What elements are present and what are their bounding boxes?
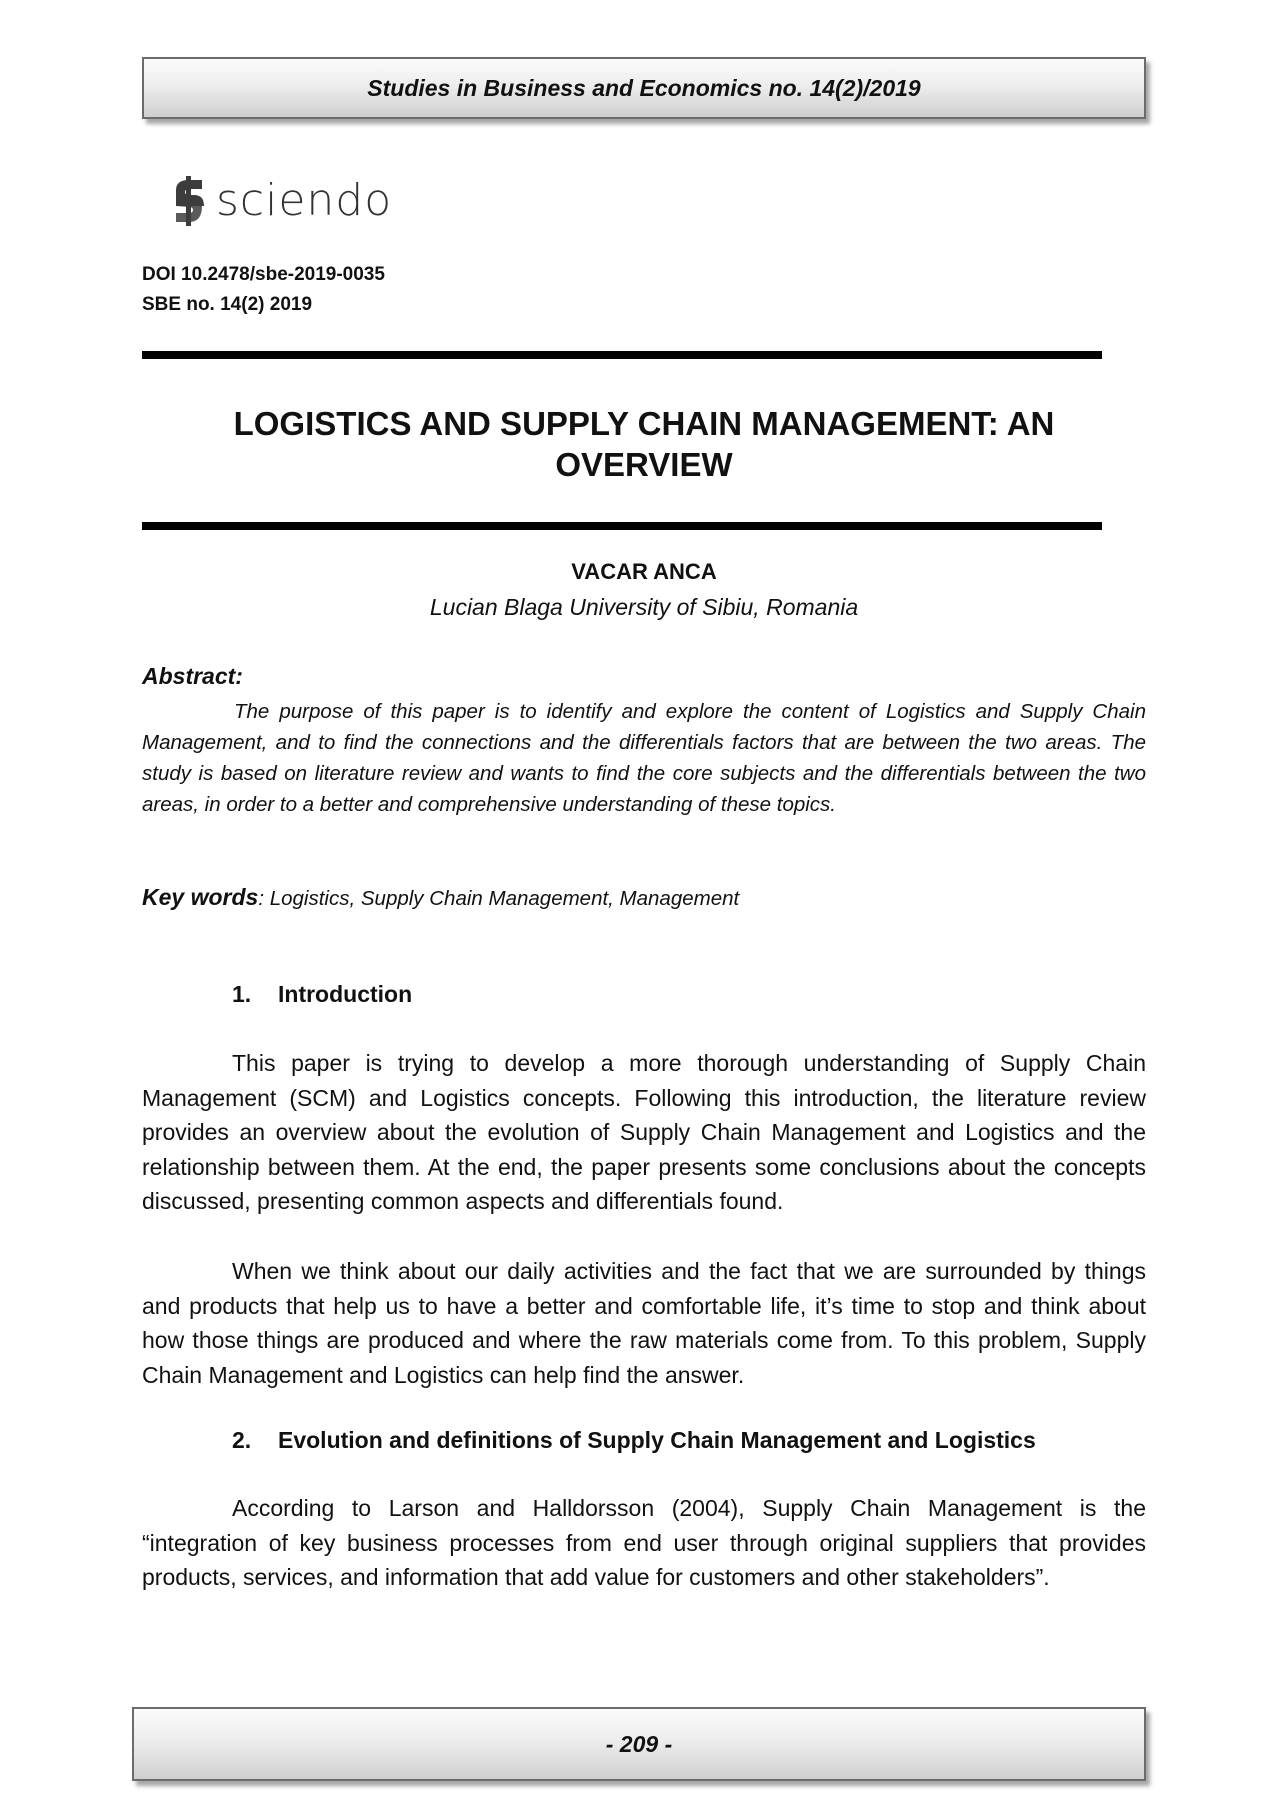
section-heading — [232, 1427, 1036, 1454]
title-line-1: LOGISTICS AND SUPPLY CHAIN MANAGEMENT: AN — [233, 405, 1055, 442]
paragraph — [142, 1491, 1146, 1595]
page-number: - 209 - — [605, 1730, 673, 1757]
section-number: 1. — [232, 981, 252, 1007]
paragraph-text: According to Larson and Halldorsson (2004), Supply Chain Management is the “integration of key business processes from end user through original suppliers that provides products, services, and information that add value for customers and other stakeholders”. — [142, 1495, 1146, 1591]
abstract-text — [142, 696, 1146, 820]
journal-header-banner — [142, 57, 1146, 119]
paragraph — [142, 1254, 1146, 1392]
journal-title: Studies in Business and Economics no. 14(2)/2019 — [367, 74, 921, 101]
bottom-rule — [142, 522, 1102, 530]
paragraph — [142, 1046, 1146, 1219]
section-heading — [232, 981, 412, 1008]
abstract-body: The purpose of this paper is to identify and explore the content of Logistics and Supply Chain Management, and to find the connections and the differentials factors that are between the two areas. The study is based on literature review and wants to find the core subjects and the differentials between the two areas, in order to a better and comprehensive understanding of these topics. — [142, 700, 1146, 816]
section-number: 2. — [232, 1427, 252, 1453]
author-affiliation: Lucian Blaga University of Sibiu, Romania — [429, 594, 859, 620]
keywords-label: Key words — [142, 884, 259, 910]
section-title: Introduction — [278, 981, 413, 1007]
page-footer-banner — [132, 1707, 1146, 1781]
abstract-heading: Abstract: — [142, 663, 243, 689]
sciendo-s-icon — [172, 176, 206, 226]
keywords-text: Logistics, Supply Chain Management, Management — [264, 887, 740, 910]
section-title: Evolution and definitions of Supply Chain Management and Logistics — [278, 1427, 1036, 1453]
doi: DOI 10.2478/sbe-2019-0035 — [142, 264, 385, 285]
keywords-colon: : — [258, 887, 265, 910]
sciendo-logo — [172, 175, 392, 226]
issue-info: SBE no. 14(2) 2019 — [142, 294, 313, 315]
title-line-2: OVERVIEW — [555, 446, 733, 483]
paper-title — [142, 403, 1146, 485]
author-name: VACAR ANCA — [571, 559, 717, 584]
sciendo-wordmark: sciendo — [216, 175, 393, 226]
top-rule — [142, 351, 1102, 359]
paragraph-text: When we think about our daily activities and the fact that we are surrounded by things and products that help us to have a better and comfortable life, it’s time to stop and think about how those things are produced and where the raw materials come from. To this problem, Supply Chain Management and Logistics can help find the answer. — [142, 1258, 1146, 1388]
paragraph-text: This paper is trying to develop a more thorough understanding of Supply Chain Management (SCM) and Logistics concepts. Following this introduction, the literature review provides an overview about the evolution of Supply Chain Management and Logistics and the relationship between them. At the end, the paper presents some conclusions about the concepts discussed, presenting common aspects and differentials found. — [142, 1050, 1146, 1215]
keywords — [142, 884, 739, 911]
